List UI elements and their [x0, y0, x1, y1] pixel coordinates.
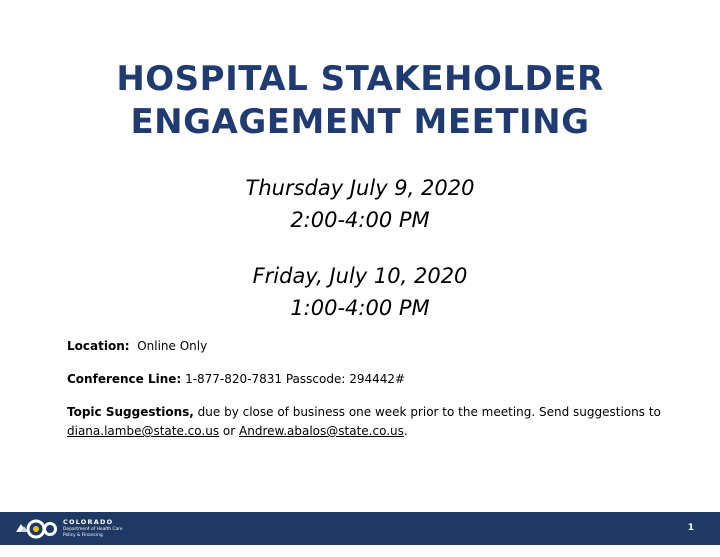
topics-joiner: or — [222, 424, 236, 438]
page-title — [0, 58, 720, 144]
org-name: COLORADO — [63, 518, 114, 526]
colorado-logo — [14, 516, 123, 541]
email-link-andrew[interactable]: Andrew.abalos@state.co.us — [239, 424, 404, 438]
topic-suggestions — [67, 403, 687, 441]
meeting-1 — [0, 172, 720, 236]
title-line-1: HOSPITAL STAKEHOLDER — [116, 59, 604, 99]
colorado-logo-icon — [14, 518, 58, 540]
meeting-1-time: 2:00-4:00 PM — [290, 208, 430, 232]
topics-end: . — [403, 424, 408, 438]
conference-label: Conference Line: — [67, 372, 182, 386]
meeting-1-date: Thursday July 9, 2020 — [245, 176, 475, 200]
email-link-diana[interactable]: diana.lambe@state.co.us — [67, 424, 220, 438]
title-line-2: ENGAGEMENT MEETING — [130, 102, 590, 142]
org-dept: Department of Health Care — [63, 527, 123, 532]
footer-bar — [0, 512, 720, 545]
conference-value: 1-877-820-7831 Passcode: 294442# — [185, 372, 406, 386]
topics-text: due by close of business one week prior to the meeting. Send suggestions to — [197, 405, 661, 419]
meeting-2 — [0, 260, 720, 324]
location-value: Online Only — [137, 339, 208, 353]
meeting-2-time: 1:00-4:00 PM — [290, 296, 430, 320]
page-number: 1 — [687, 523, 694, 533]
topics-label: Topic Suggestions, — [67, 405, 194, 419]
org-division: Policy & Financing — [63, 532, 103, 538]
location-line — [67, 337, 687, 356]
location-label: Location: — [67, 339, 130, 353]
meeting-2-date: Friday, July 10, 2020 — [252, 264, 468, 288]
conference-line — [67, 370, 687, 389]
